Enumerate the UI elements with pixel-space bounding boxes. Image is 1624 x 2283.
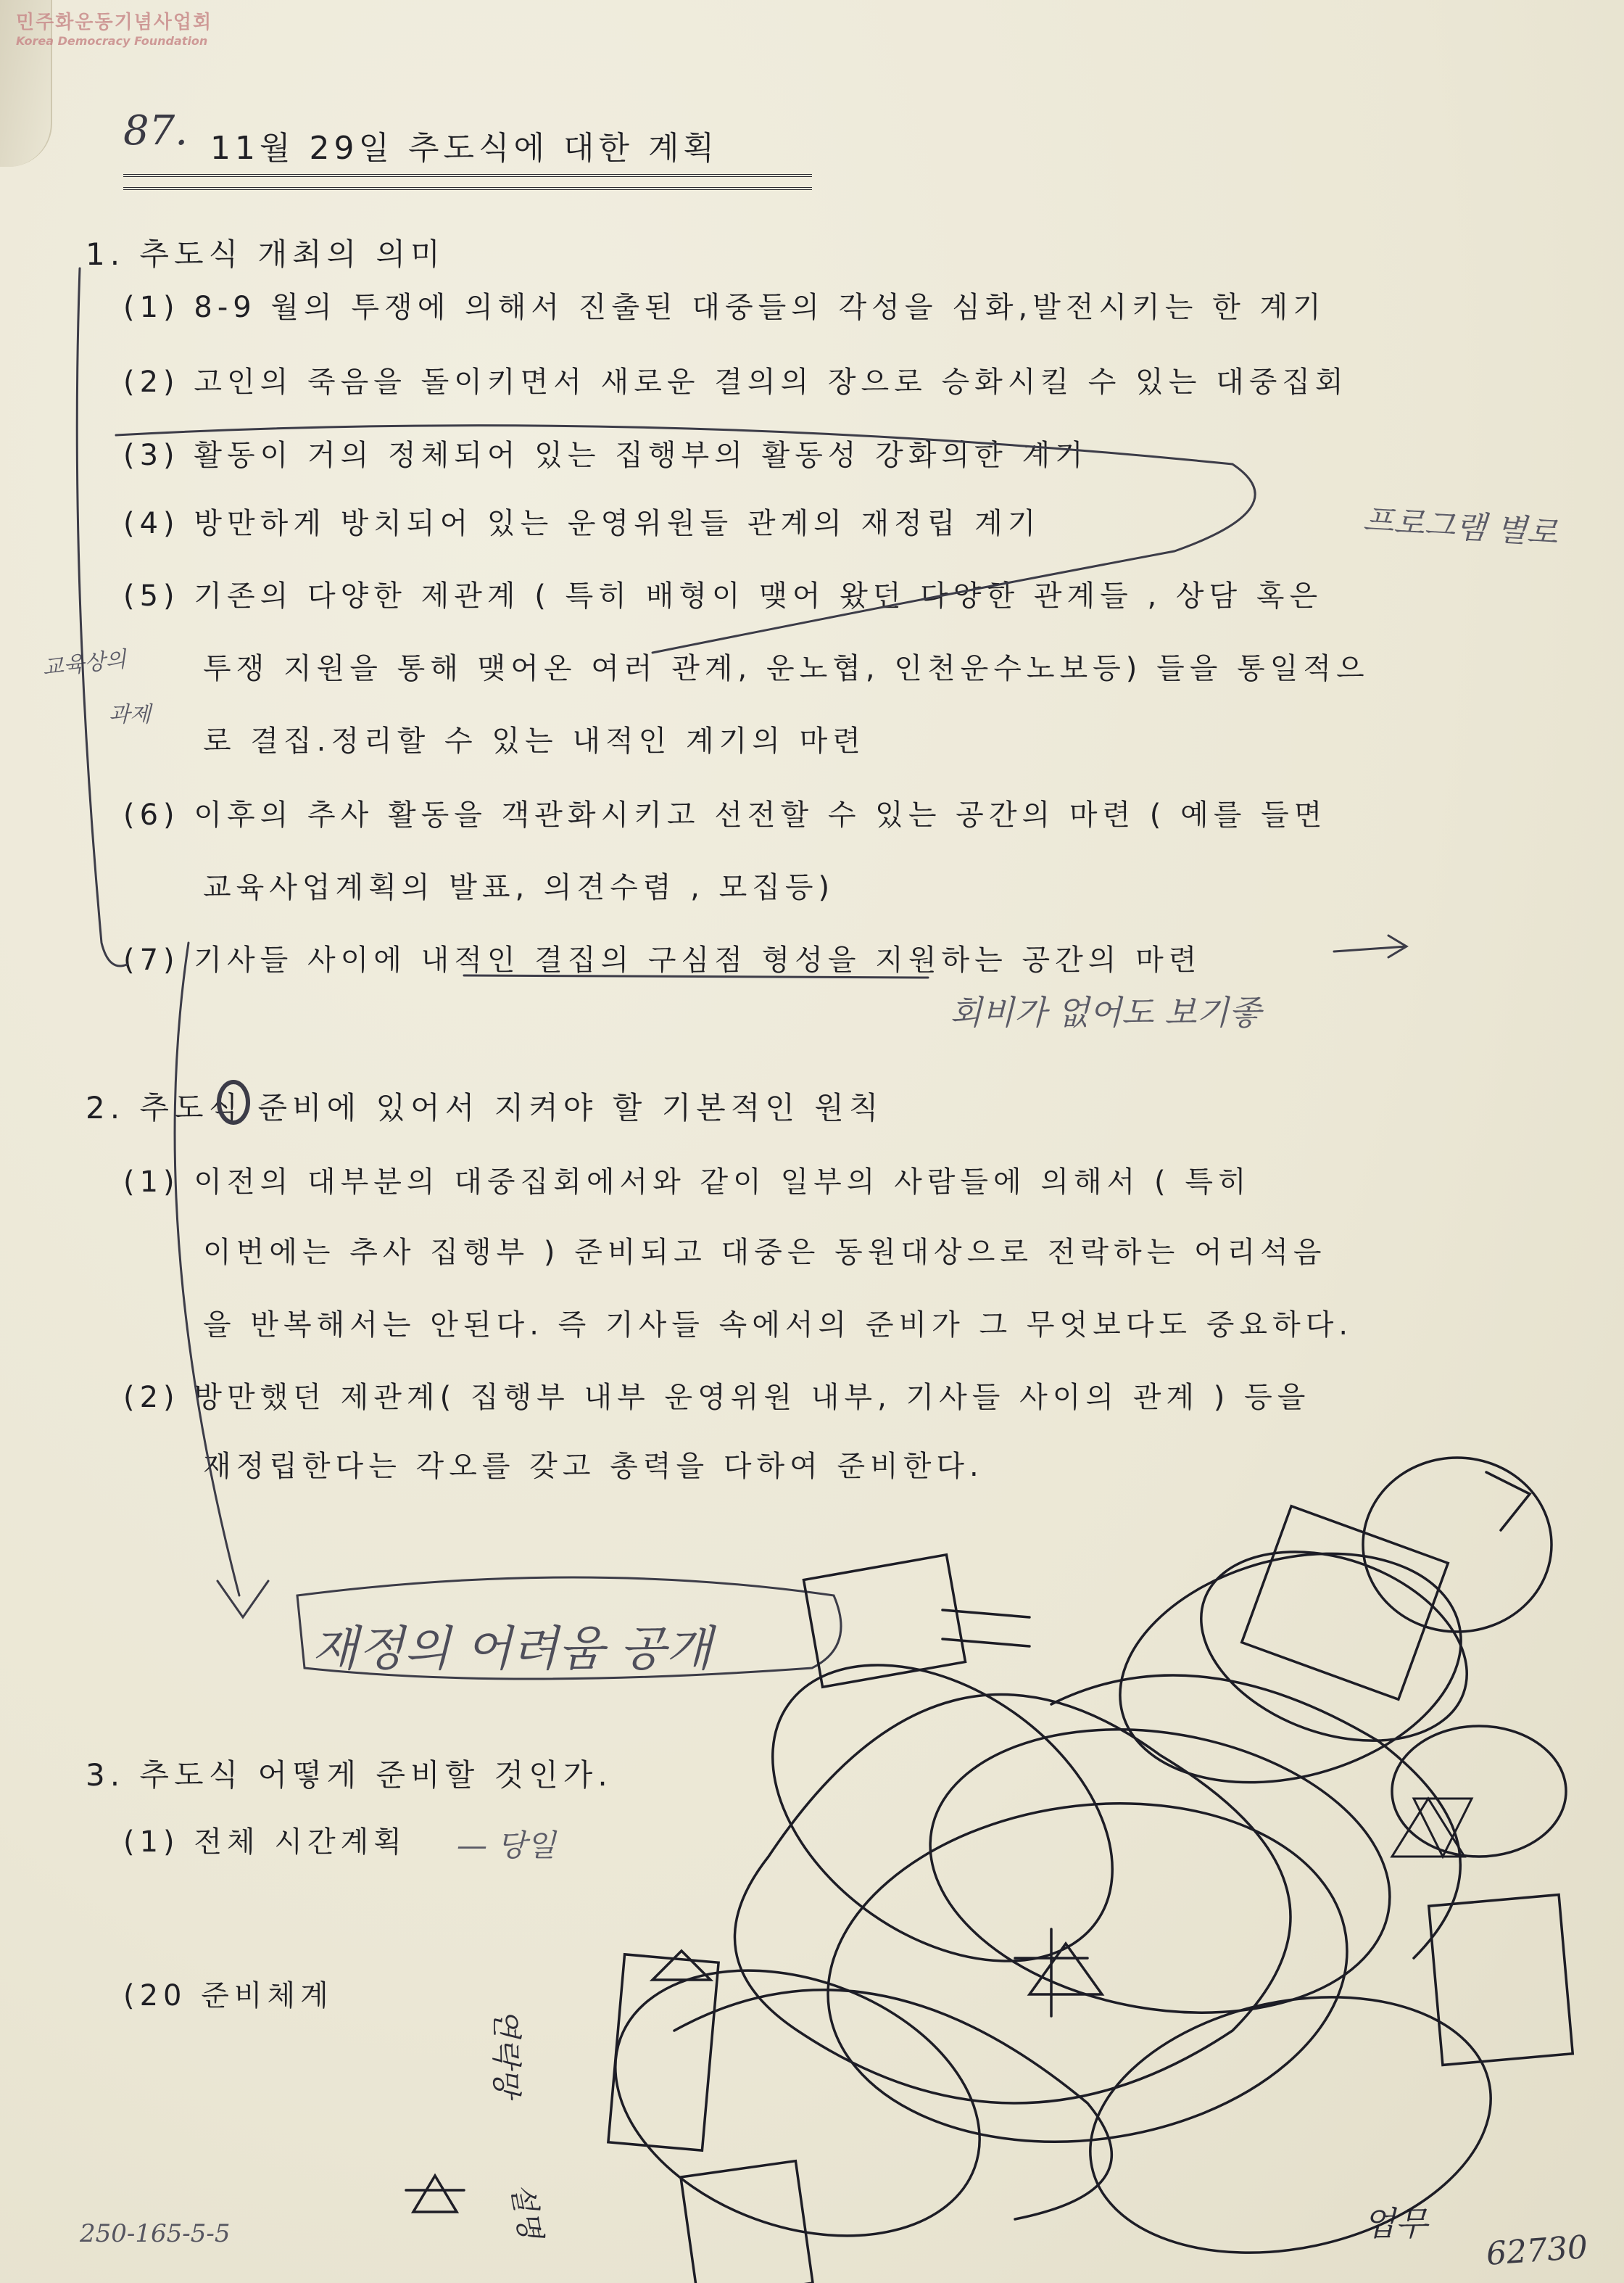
section-2-item-2: (2) 방만했던 제관계( 집행부 내부 운영위원 내부, 기사들 사이의 관계 ) 등을: [123, 1381, 1311, 1414]
handwritten-note-left-2: 과제: [109, 702, 151, 727]
section-3-item-1: (1) 전체 시간계획: [123, 1825, 407, 1859]
watermark-english: Korea Democracy Foundation: [16, 34, 208, 48]
handwritten-note-right: 프로그램 별로: [1362, 501, 1559, 553]
section-2-item-1-cont-1: 이번에는 추사 집행부 ) 준비되고 대중은 동원대상으로 전락하는 어리석음: [203, 1236, 1327, 1269]
left-bracket-mark: [77, 268, 127, 966]
section-1-item-4: (4) 방만하게 방치되어 있는 운영위원들 관계의 재정립 계기: [123, 507, 1041, 540]
section-2-item-1-cont-2: 을 반복해서는 안된다. 즉 기사들 속에서의 준비가 그 무엇보다도 중요하다.: [203, 1308, 1354, 1342]
section-2-heading: 2. 추도식 준비에 있어서 지켜야 할 기본적인 원칙: [86, 1090, 884, 1126]
handwritten-note-vertical: 연락망: [488, 2008, 524, 2097]
watermark-korean: 민주화운동기념사업회: [16, 12, 213, 33]
section-1-item-7: (7) 기사들 사이에 내적인 결집의 구심점 형성을 지원하는 공간의 마련: [123, 944, 1202, 977]
arrow-right-mark: [1334, 936, 1406, 957]
document-number: 62730: [1485, 2229, 1589, 2273]
handwritten-note-time: — 당일: [457, 1828, 556, 1863]
section-1-item-1: (1) 8-9 월의 투쟁에 의해서 진출된 대중들의 각성을 심화,발전시키는 한 계기: [123, 291, 1326, 324]
loop-mark: [116, 426, 1255, 653]
handwritten-note-item7: 회비가 없어도 보기좋: [950, 993, 1262, 1032]
section-1-heading: 1. 추도식 개최의 의미: [86, 236, 445, 272]
arrow-down-mark: [175, 943, 268, 1617]
section-3-item-2: (20 준비체계: [123, 1979, 334, 2012]
title-year-handwritten: 87.: [123, 107, 188, 154]
handwritten-note-bottom-right: 업무: [1363, 2204, 1428, 2243]
section-1-item-5: (5) 기존의 다양한 제관계 ( 특히 배형이 맺어 왔던 다양한 관계들 , 상담 혹은: [123, 579, 1323, 613]
section-3-heading: 3. 추도식 어떻게 준비할 것인가.: [86, 1757, 613, 1793]
page-title: 11월 29일 추도식에 대한 계획: [210, 130, 718, 167]
handwritten-note-left-1: 교육상의: [41, 647, 128, 681]
handwritten-note-bottom-left: 설명: [504, 2181, 547, 2242]
scribble-cluster: [406, 1458, 1573, 2283]
handwritten-note-bottom: 재정의 어려움 공개: [312, 1621, 713, 1677]
document-code: 250-165-5-5: [80, 2219, 231, 2248]
section-1-item-6: (6) 이후의 추사 활동을 객관화시키고 선전할 수 있는 공간의 마련 ( 예를 들면: [123, 798, 1327, 832]
section-1-item-5-cont-2: 로 결집.정리할 수 있는 내적인 계기의 마련: [203, 724, 866, 758]
section-1-item-3: (3) 활동이 거의 정체되어 있는 집행부의 활동성 강화의한 계기: [123, 439, 1088, 472]
section-1-item-5-cont-1: 투쟁 지원을 통해 맺어온 여러 관계, 운노협, 인천운수노보등) 들을 통일적으: [203, 652, 1370, 685]
section-2-item-1: (1) 이전의 대부분의 대중집회에서와 같이 일부의 사람들에 의해서 ( 특히: [123, 1165, 1251, 1199]
section-1-item-6-cont: 교육사업계획의 발표, 의견수렴 , 모집등): [203, 871, 835, 904]
section-1-item-2: (2) 고인의 죽음을 돌이키면서 새로운 결의의 장으로 승화시킬 수 있는 대중집회: [123, 366, 1348, 399]
section-2-item-2-cont: 재정립한다는 각오를 갖고 총력을 다하여 준비한다.: [203, 1450, 984, 1483]
